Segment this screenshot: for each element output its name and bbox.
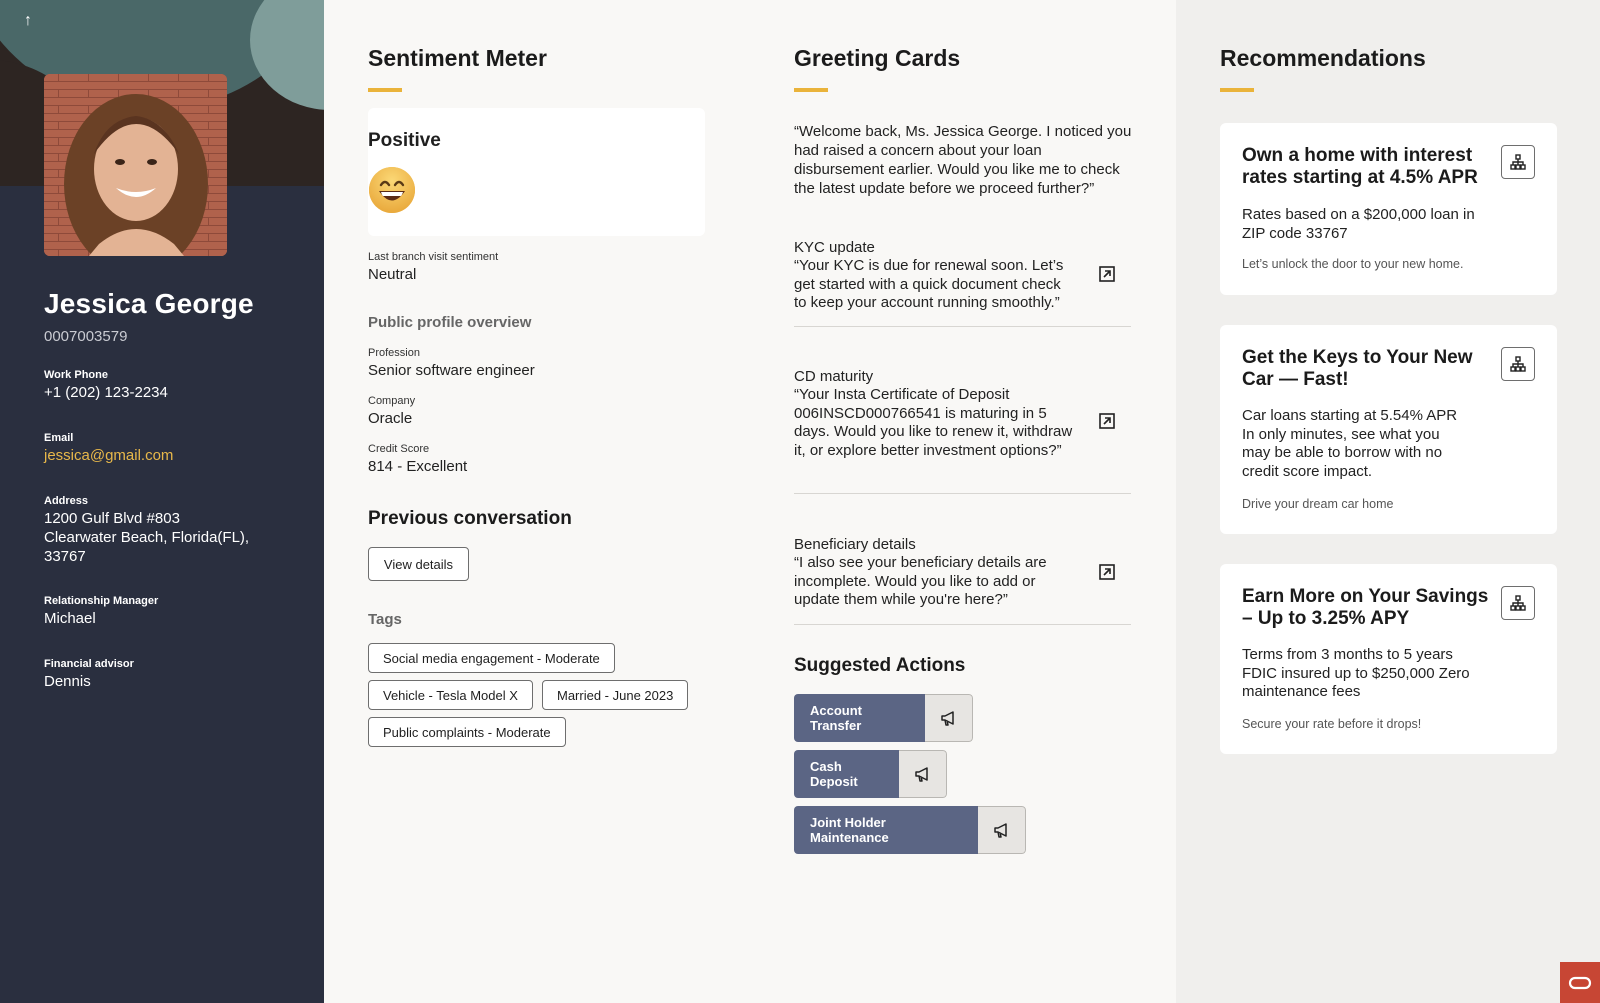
heading-underline bbox=[1220, 88, 1254, 92]
avatar bbox=[44, 74, 227, 256]
open-external-icon[interactable] bbox=[1099, 564, 1115, 580]
recommendation-body: Rates based on a $200,000 loan in ZIP code 33767 bbox=[1242, 206, 1475, 242]
action-joint-holder-maintenance[interactable] bbox=[794, 806, 1026, 854]
customer-id: 0007003579 bbox=[44, 328, 128, 345]
hierarchy-icon[interactable] bbox=[1501, 586, 1535, 620]
recommendation-title: Get the Keys to Your New Car — Fast! bbox=[1242, 347, 1473, 390]
company-label: Company bbox=[368, 395, 416, 407]
address-field bbox=[44, 495, 249, 566]
address-value: 1200 Gulf Blvd #803 Clearwater Beach, Florida(FL), 33767 bbox=[44, 510, 250, 565]
greeting-card-text: “I also see your beneficiary details are incomplete. Would you like to add or update them while you're here?” bbox=[794, 554, 1047, 609]
tag-vehicle: Vehicle - Tesla Model X bbox=[368, 680, 533, 710]
work-phone-value: +1 (202) 123-2234 bbox=[44, 384, 168, 401]
tag-social-media: Social media engagement - Moderate bbox=[368, 643, 615, 673]
address-label: Address bbox=[44, 495, 89, 507]
public-profile-heading: Public profile overview bbox=[368, 314, 532, 331]
recommendation-card-home[interactable] bbox=[1220, 123, 1557, 295]
recommendation-footer: Let’s unlock the door to your new home. bbox=[1242, 257, 1464, 271]
work-phone-field bbox=[44, 369, 168, 402]
email-link[interactable]: jessica@gmail.com bbox=[44, 447, 174, 464]
oracle-logo-icon bbox=[1568, 975, 1592, 991]
last-visit-value: Neutral bbox=[368, 266, 417, 283]
hierarchy-icon[interactable] bbox=[1501, 347, 1535, 381]
email-field bbox=[44, 432, 173, 465]
open-external-icon[interactable] bbox=[1099, 413, 1115, 429]
arrow-up-icon[interactable]: ↑ bbox=[24, 12, 32, 29]
relationship-manager-value: Michael bbox=[44, 610, 96, 627]
credit-score-value: 814 - Excellent bbox=[368, 458, 468, 475]
greeting-card-kyc bbox=[794, 238, 1131, 327]
email-label: Email bbox=[44, 432, 74, 444]
last-visit-label: Last branch visit sentiment bbox=[368, 251, 499, 263]
greeting-card-text: “Your KYC is due for renewal soon. Let’s get started with a quick document check to keep your account running smoothly.” bbox=[794, 257, 1064, 312]
sentiment-value: Positive bbox=[368, 130, 441, 151]
work-phone-label: Work Phone bbox=[44, 369, 108, 381]
profile-sidebar bbox=[0, 0, 324, 1003]
smiling-face-icon bbox=[368, 166, 416, 214]
heading-underline bbox=[794, 88, 828, 92]
oracle-assistant-button[interactable] bbox=[1560, 962, 1600, 1003]
recommendation-body: Car loans starting at 5.54% APR In only minutes, see what you may be able to borrow with no credit score impact. bbox=[1242, 407, 1458, 480]
greeting-cards-heading: Greeting Cards bbox=[794, 45, 961, 71]
recommendation-body: Terms from 3 months to 5 years FDIC insured up to $250,000 Zero maintenance fees bbox=[1242, 646, 1470, 701]
megaphone-icon[interactable] bbox=[899, 750, 947, 798]
profession-value: Senior software engineer bbox=[368, 362, 535, 379]
hierarchy-icon[interactable] bbox=[1501, 145, 1535, 179]
recommendation-card-car[interactable] bbox=[1220, 325, 1557, 534]
action-label[interactable]: Account Transfer bbox=[794, 694, 925, 742]
recommendation-title: Earn More on Your Savings – Up to 3.25% APY bbox=[1242, 586, 1489, 629]
previous-conversation-heading: Previous conversation bbox=[368, 508, 572, 529]
recommendation-footer: Drive your dream car home bbox=[1242, 497, 1394, 511]
sentiment-heading: Sentiment Meter bbox=[368, 45, 547, 71]
greeting-card-title: KYC update bbox=[794, 239, 875, 256]
action-account-transfer[interactable] bbox=[794, 694, 973, 742]
tags-heading: Tags bbox=[368, 611, 402, 628]
relationship-manager-label: Relationship Manager bbox=[44, 595, 159, 607]
greeting-card-title: CD maturity bbox=[794, 368, 874, 385]
open-external-icon[interactable] bbox=[1099, 266, 1115, 282]
greeting-card-beneficiary bbox=[794, 535, 1131, 625]
financial-advisor-label: Financial advisor bbox=[44, 658, 134, 670]
megaphone-icon[interactable] bbox=[978, 806, 1026, 854]
action-label[interactable]: Cash Deposit bbox=[794, 750, 899, 798]
sentiment-card bbox=[368, 108, 705, 236]
greeting-card-cd-maturity bbox=[794, 367, 1131, 494]
tag-public-complaints: Public complaints - Moderate bbox=[368, 717, 566, 747]
view-details-button[interactable]: View details bbox=[368, 547, 469, 581]
recommendation-footer: Secure your rate before it drops! bbox=[1242, 717, 1422, 731]
suggested-actions-heading: Suggested Actions bbox=[794, 655, 966, 676]
credit-score-label: Credit Score bbox=[368, 443, 430, 455]
customer-name: Jessica George bbox=[44, 288, 254, 319]
megaphone-icon[interactable] bbox=[925, 694, 973, 742]
recommendation-title: Own a home with interest rates starting at 4.5% APR bbox=[1242, 145, 1478, 188]
financial-advisor-value: Dennis bbox=[44, 673, 91, 690]
greeting-card-title: Beneficiary details bbox=[794, 536, 916, 553]
recommendations-heading: Recommendations bbox=[1220, 45, 1426, 71]
action-label[interactable]: Joint Holder Maintenance bbox=[794, 806, 978, 854]
tag-married: Married - June 2023 bbox=[542, 680, 688, 710]
company-value: Oracle bbox=[368, 410, 413, 427]
profession-label: Profession bbox=[368, 347, 420, 359]
action-cash-deposit[interactable] bbox=[794, 750, 947, 798]
heading-underline bbox=[368, 88, 402, 92]
greeting-text: “Welcome back, Ms. Jessica George. I noticed you had raised a concern about your loan disbursement earlier. Would you like me to check the latest update before we proceed further?” bbox=[794, 123, 1132, 197]
greeting-card-text: “Your Insta Certificate of Deposit 006INSCD000766541 is maturing in 5 days. Would you like to renew it, withdraw it, or explore better investment options?” bbox=[794, 386, 1073, 459]
financial-advisor-field bbox=[44, 658, 134, 691]
relationship-manager-field bbox=[44, 595, 158, 628]
recommendation-card-savings[interactable] bbox=[1220, 564, 1557, 754]
